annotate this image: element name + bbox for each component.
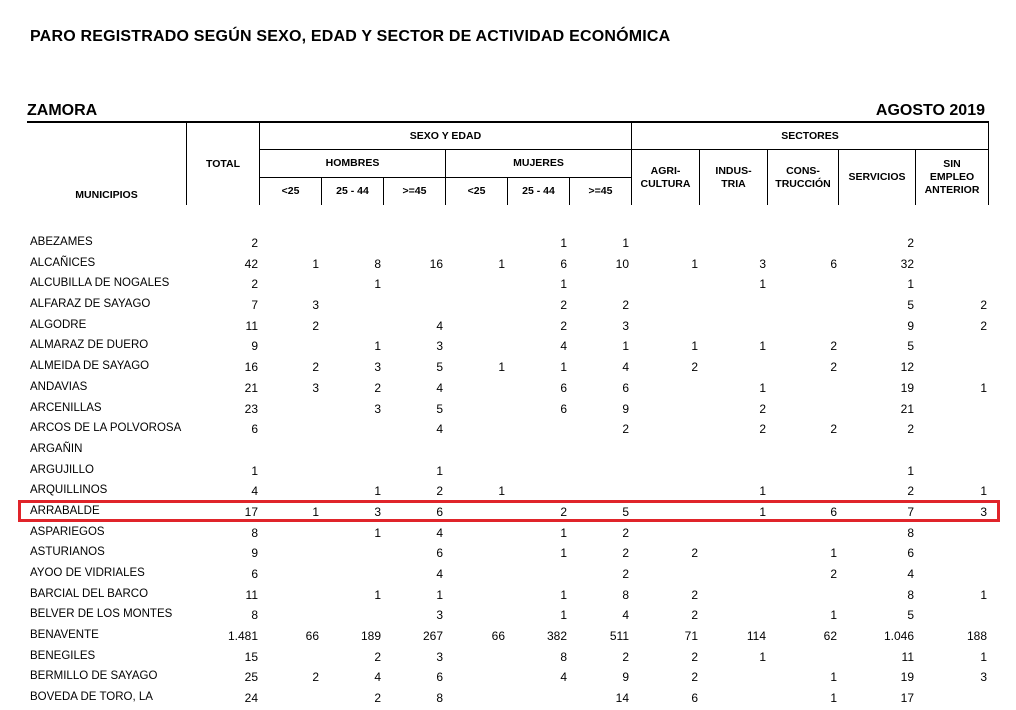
cell-value: 2 xyxy=(907,484,914,499)
cell-value: 6 xyxy=(691,691,698,706)
header-hombres-ge45: >=45 xyxy=(402,185,427,197)
header-mujeres-ge45: >=45 xyxy=(588,185,613,197)
cell-value: 1 xyxy=(980,649,987,664)
table-row xyxy=(0,295,1016,316)
cell-value: 1 xyxy=(374,339,381,354)
cell-value: 6 xyxy=(560,256,567,271)
municipio-name: ALFARAZ DE SAYAGO xyxy=(30,298,151,311)
cell-value: 1 xyxy=(759,504,766,519)
row-highlight-box xyxy=(18,500,1000,522)
cell-value: 17 xyxy=(900,691,914,706)
cell-value: 2 xyxy=(622,422,629,437)
municipio-name: ARRABALDE xyxy=(30,504,100,517)
cell-value: 2 xyxy=(622,298,629,313)
cell-value: 11 xyxy=(901,649,914,664)
cell-value: 2 xyxy=(374,691,381,706)
cell-value: 2 xyxy=(980,318,987,333)
cell-value: 2 xyxy=(691,360,698,375)
cell-value: 2 xyxy=(759,401,766,416)
cell-value: 1 xyxy=(251,463,258,478)
cell-value: 2 xyxy=(622,567,629,581)
municipio-name: ABEZAMES xyxy=(30,236,93,248)
cell-value: 19 xyxy=(900,380,914,395)
cell-value: 5 xyxy=(436,401,443,416)
cell-value: 1 xyxy=(312,256,319,271)
cell-value: 5 xyxy=(436,360,443,375)
cell-value: 1 xyxy=(980,380,987,395)
cell-value: 4 xyxy=(436,380,443,395)
cell-value: 12 xyxy=(900,360,914,375)
cell-value: 5 xyxy=(907,339,914,354)
cell-value: 66 xyxy=(491,629,505,644)
cell-value: 1.481 xyxy=(227,629,258,644)
header-servicios: SERVICIOS xyxy=(848,171,906,183)
cell-value: 9 xyxy=(622,401,629,416)
municipio-name: BENEGILES xyxy=(30,649,96,662)
table-row xyxy=(0,440,1016,461)
cell-value: 4 xyxy=(374,670,381,685)
header-hombres-lt25: <25 xyxy=(281,185,300,197)
cell-value: 4 xyxy=(907,567,914,581)
municipio-name: ARCOS DE LA POLVOROSA xyxy=(30,422,182,435)
table-row xyxy=(0,543,1016,564)
cell-value: 9 xyxy=(907,318,914,333)
cell-value: 1 xyxy=(374,525,381,540)
cell-value: 1 xyxy=(759,649,766,664)
municipio-name: ARCENILLAS xyxy=(30,401,102,414)
cell-value: 8 xyxy=(622,587,629,602)
cell-value: 1 xyxy=(830,546,837,561)
cell-value: 3 xyxy=(759,256,766,271)
cell-value: 5 xyxy=(907,608,914,623)
cell-value: 71 xyxy=(684,629,698,644)
municipio-name: ALMARAZ DE DUERO xyxy=(30,339,149,352)
cell-value: 6 xyxy=(907,546,914,561)
cell-value: 2 xyxy=(907,236,914,250)
table-row xyxy=(0,316,1016,337)
cell-value: 2 xyxy=(907,422,914,437)
cell-value: 11 xyxy=(245,318,258,333)
municipio-name: BERMILLO DE SAYAGO xyxy=(30,670,158,683)
cell-value: 1 xyxy=(691,256,698,271)
cell-value: 21 xyxy=(244,380,258,395)
cell-value: 4 xyxy=(436,525,443,540)
cell-value: 1 xyxy=(560,608,567,623)
cell-value: 2 xyxy=(830,339,837,354)
cell-value: 3 xyxy=(374,360,381,375)
municipio-name: ASTURIANOS xyxy=(30,546,105,559)
cell-value: 11 xyxy=(245,587,258,602)
cell-value: 2 xyxy=(691,587,698,602)
cell-value: 3 xyxy=(980,504,987,519)
cell-value: 3 xyxy=(622,318,629,333)
cell-value: 2 xyxy=(312,318,319,333)
cell-value: 2 xyxy=(251,277,258,292)
header-mujeres: MUJERES xyxy=(513,157,564,169)
cell-value: 6 xyxy=(622,380,629,395)
cell-value: 1.046 xyxy=(883,629,914,644)
table-row xyxy=(0,647,1016,668)
municipio-name: ARGUJILLO xyxy=(30,463,94,476)
cell-value: 3 xyxy=(312,298,319,313)
table-row xyxy=(0,419,1016,440)
cell-value: 4 xyxy=(560,339,567,354)
cell-value: 2 xyxy=(374,380,381,395)
cell-value: 1 xyxy=(759,277,766,292)
cell-value: 2 xyxy=(560,504,567,519)
cell-value: 25 xyxy=(244,670,258,685)
header-municipios: MUNICIPIOS xyxy=(75,188,138,201)
cell-value: 8 xyxy=(907,525,914,540)
cell-value: 1 xyxy=(374,587,381,602)
cell-value: 5 xyxy=(907,298,914,313)
table-row xyxy=(0,667,1016,688)
header-construccion: CONS- TRUCCIÓN xyxy=(775,164,831,190)
cell-value: 4 xyxy=(436,422,443,437)
cell-value: 1 xyxy=(830,608,837,623)
cell-value: 1 xyxy=(980,484,987,499)
cell-value: 382 xyxy=(546,629,567,644)
cell-value: 1 xyxy=(622,339,629,354)
municipio-name: ARQUILLINOS xyxy=(30,484,108,497)
province-label: ZAMORA xyxy=(27,102,98,119)
cell-value: 1 xyxy=(312,504,319,519)
cell-value: 6 xyxy=(436,546,443,561)
cell-value: 3 xyxy=(436,339,443,354)
cell-value: 14 xyxy=(615,691,629,706)
cell-value: 7 xyxy=(907,504,914,519)
cell-value: 2 xyxy=(691,546,698,561)
cell-value: 1 xyxy=(436,587,443,602)
cell-value: 1 xyxy=(759,380,766,395)
header-agricultura: AGRI- CULTURA xyxy=(640,164,691,190)
table-row xyxy=(0,688,1016,709)
header-sin-empleo: SIN EMPLEO ANTERIOR xyxy=(924,158,980,196)
municipio-name: ALMEIDA DE SAYAGO xyxy=(30,360,150,373)
table-row xyxy=(0,481,1016,502)
cell-value: 8 xyxy=(251,525,258,540)
cell-value: 6 xyxy=(830,504,837,519)
municipio-name: ARGAÑIN xyxy=(30,442,83,455)
cell-value: 2 xyxy=(312,670,319,685)
header-mujeres-25-44: 25 - 44 xyxy=(522,185,555,197)
cell-value: 4 xyxy=(622,608,629,623)
table-row xyxy=(0,336,1016,357)
header-sectores: SECTORES xyxy=(781,129,839,142)
cell-value: 1 xyxy=(830,670,837,685)
cell-value: 6 xyxy=(560,380,567,395)
table-row xyxy=(0,233,1016,254)
cell-value: 6 xyxy=(436,670,443,685)
cell-value: 1 xyxy=(374,277,381,292)
cell-value: 62 xyxy=(823,629,837,644)
cell-value: 6 xyxy=(251,422,258,437)
header-mujeres-lt25: <25 xyxy=(467,185,486,197)
cell-value: 2 xyxy=(251,236,258,250)
cell-value: 114 xyxy=(746,629,766,644)
table-row xyxy=(0,626,1016,647)
table-row xyxy=(0,523,1016,544)
cell-value: 1 xyxy=(560,360,567,375)
municipio-name: BELVER DE LOS MONTES xyxy=(30,608,173,621)
cell-value: 1 xyxy=(498,256,505,271)
cell-value: 2 xyxy=(622,649,629,664)
municipio-name: ALCUBILLA DE NOGALES xyxy=(30,277,170,290)
cell-value: 3 xyxy=(436,608,443,623)
data-table-body xyxy=(0,233,1016,709)
cell-value: 7 xyxy=(251,298,258,313)
cell-value: 1 xyxy=(907,463,914,478)
cell-value: 2 xyxy=(622,525,629,540)
document-title: PARO REGISTRADO SEGÚN SEXO, EDAD Y SECTOR DE ACTIVIDAD ECONÓMICA xyxy=(30,28,671,45)
cell-value: 16 xyxy=(429,256,443,271)
cell-value: 9 xyxy=(622,670,629,685)
cell-value: 42 xyxy=(244,256,258,271)
header-industria: INDUS- TRIA xyxy=(715,164,752,190)
cell-value: 4 xyxy=(622,360,629,375)
cell-value: 17 xyxy=(244,504,258,519)
municipio-name: ANDAVIAS xyxy=(30,380,88,393)
table-row xyxy=(0,274,1016,295)
cell-value: 8 xyxy=(251,608,258,623)
header-sexo-edad: SEXO Y EDAD xyxy=(409,129,482,142)
cell-value: 6 xyxy=(436,504,443,519)
table-row xyxy=(0,461,1016,482)
cell-value: 23 xyxy=(244,401,258,416)
municipio-name: ALCAÑICES xyxy=(30,256,96,269)
cell-value: 6 xyxy=(560,401,567,416)
cell-value: 1 xyxy=(907,277,914,292)
header-vline xyxy=(988,121,989,205)
cell-value: 6 xyxy=(251,567,258,581)
cell-value: 24 xyxy=(244,691,258,706)
cell-value: 1 xyxy=(830,691,837,706)
cell-value: 3 xyxy=(312,380,319,395)
cell-value: 2 xyxy=(691,649,698,664)
cell-value: 2 xyxy=(622,546,629,561)
cell-value: 2 xyxy=(830,360,837,375)
cell-value: 1 xyxy=(374,484,381,499)
period-label: AGOSTO 2019 xyxy=(875,102,985,119)
cell-value: 9 xyxy=(251,546,258,561)
header-total: TOTAL xyxy=(205,157,241,170)
cell-value: 6 xyxy=(830,256,837,271)
cell-value: 3 xyxy=(436,649,443,664)
cell-value: 189 xyxy=(360,629,381,644)
cell-value: 267 xyxy=(422,629,443,644)
header-hombres: HOMBRES xyxy=(325,157,380,169)
cell-value: 1 xyxy=(560,546,567,561)
cell-value: 4 xyxy=(560,670,567,685)
cell-value: 511 xyxy=(609,629,629,644)
table-row xyxy=(0,399,1016,420)
cell-value: 2 xyxy=(830,567,837,581)
cell-value: 3 xyxy=(374,504,381,519)
cell-value: 2 xyxy=(691,608,698,623)
table-row xyxy=(0,564,1016,585)
cell-value: 10 xyxy=(615,256,629,271)
cell-value: 21 xyxy=(900,401,914,416)
table-row xyxy=(0,378,1016,399)
cell-value: 16 xyxy=(244,360,258,375)
cell-value: 1 xyxy=(759,339,766,354)
cell-value: 1 xyxy=(498,484,505,499)
municipio-name: BOVEDA DE TORO, LA xyxy=(30,691,153,704)
cell-value: 2 xyxy=(830,422,837,437)
cell-value: 8 xyxy=(560,649,567,664)
cell-value: 188 xyxy=(966,629,987,644)
cell-value: 1 xyxy=(691,339,698,354)
cell-value: 4 xyxy=(251,484,258,499)
cell-value: 1 xyxy=(622,236,629,250)
cell-value: 2 xyxy=(980,298,987,313)
cell-value: 66 xyxy=(305,629,319,644)
cell-value: 15 xyxy=(244,649,258,664)
municipio-name: BENAVENTE xyxy=(30,629,99,642)
table-row xyxy=(0,585,1016,606)
cell-value: 1 xyxy=(498,360,505,375)
table-row xyxy=(0,254,1016,275)
cell-value: 1 xyxy=(436,463,443,478)
table-row xyxy=(0,605,1016,626)
cell-value: 8 xyxy=(436,691,443,706)
municipio-name: AYOO DE VIDRIALES xyxy=(30,567,145,579)
cell-value: 19 xyxy=(900,670,914,685)
cell-value: 9 xyxy=(251,339,258,354)
cell-value: 2 xyxy=(560,298,567,313)
cell-value: 1 xyxy=(980,587,987,602)
cell-value: 2 xyxy=(374,649,381,664)
cell-value: 1 xyxy=(560,236,567,250)
cell-value: 4 xyxy=(436,318,443,333)
cell-value: 3 xyxy=(980,670,987,685)
cell-value: 1 xyxy=(560,525,567,540)
municipio-name: ALGODRE xyxy=(30,318,87,331)
cell-value: 1 xyxy=(560,277,567,292)
cell-value: 2 xyxy=(691,670,698,685)
cell-value: 8 xyxy=(374,256,381,271)
cell-value: 2 xyxy=(560,318,567,333)
table-row xyxy=(0,357,1016,378)
cell-value: 4 xyxy=(436,567,443,581)
cell-value: 1 xyxy=(759,484,766,499)
cell-value: 5 xyxy=(622,504,629,519)
cell-value: 1 xyxy=(560,587,567,602)
municipio-name: ASPARIEGOS xyxy=(30,525,105,538)
cell-value: 2 xyxy=(759,422,766,437)
cell-value: 32 xyxy=(900,256,914,271)
cell-value: 2 xyxy=(312,360,319,375)
cell-value: 8 xyxy=(907,587,914,602)
cell-value: 2 xyxy=(436,484,443,499)
municipio-name: BARCIAL DEL BARCO xyxy=(30,587,149,600)
header-hombres-25-44: 25 - 44 xyxy=(336,185,369,197)
cell-value: 3 xyxy=(374,401,381,416)
